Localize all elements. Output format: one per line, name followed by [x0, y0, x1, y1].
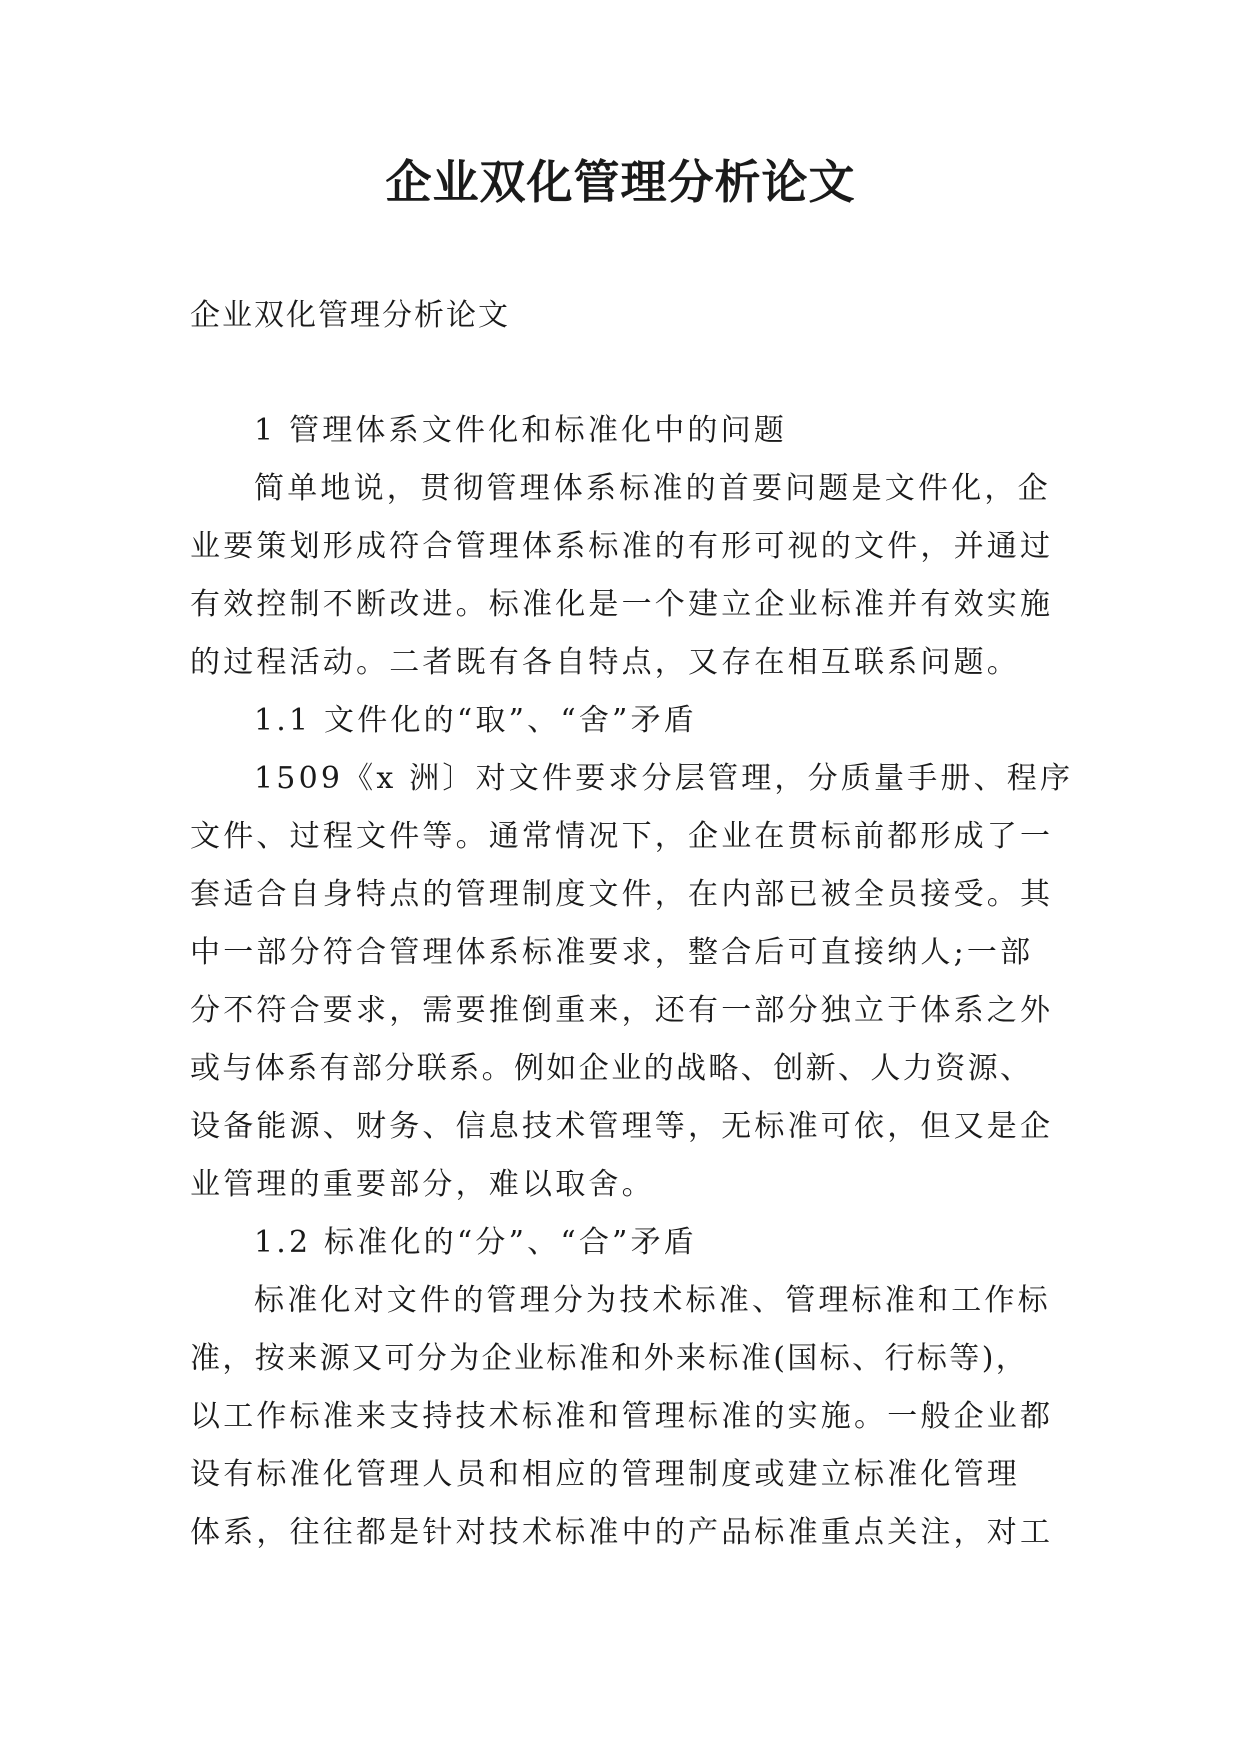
body-line: 体系，往往都是针对技术标准中的产品标准重点关注，对工 — [190, 1515, 1054, 1550]
body-line: 简单地说，贯彻管理体系标准的首要问题是文件化，企 — [254, 471, 1051, 506]
body-line: 有效控制不断改进。标准化是一个建立企业标准并有效实施 — [190, 587, 1054, 622]
body-line: 以工作标准来支持技术标准和管理标准的实施。一般企业都 — [190, 1399, 1054, 1434]
body-line: 1 管理体系文件化和标准化中的问题 — [254, 413, 788, 448]
body-line: 准，按来源又可分为企业标准和外来标准(国标、行标等)， — [190, 1341, 1029, 1376]
document-title: 企业双化管理分析论文 — [385, 155, 856, 209]
body-line: 设备能源、财务、信息技术管理等，无标准可依，但又是企 — [190, 1109, 1054, 1144]
body-line: 中一部分符合管理体系标准要求，整合后可直接纳人;一部 — [190, 935, 1034, 970]
body-line: 套适合自身特点的管理制度文件，在内部已被全员接受。其 — [190, 877, 1054, 912]
body-line: 1509《x 洲〕对文件要求分层管理，分质量手册、程序 — [254, 761, 1074, 796]
body-line: 或与体系有部分联系。例如企业的战略、创新、人力资源、 — [190, 1051, 1033, 1086]
body-line: 文件、过程文件等。通常情况下，企业在贯标前都形成了一 — [190, 819, 1054, 854]
body-line: 业要策划形成符合管理体系标准的有形可视的文件，并通过 — [190, 529, 1054, 564]
body-line: 设有标准化管理人员和相应的管理制度或建立标准化管理 — [190, 1457, 1020, 1492]
body-line: 业管理的重要部分，难以取舍。 — [190, 1167, 655, 1202]
body-line: 的过程活动。二者既有各自特点，又存在相互联系问题。 — [190, 645, 1020, 680]
body-line: 分不符合要求，需要推倒重来，还有一部分独立于体系之外 — [190, 993, 1054, 1028]
document-body — [190, 402, 1074, 1562]
document-subtitle: 企业双化管理分析论文 — [190, 298, 510, 333]
body-line: 标准化对文件的管理分为技术标准、管理标准和工作标 — [254, 1283, 1051, 1318]
body-line: 1.1 文件化的“取”、“舍”矛盾 — [254, 703, 697, 738]
body-line: 1.2 标准化的“分”、“合”矛盾 — [254, 1225, 697, 1260]
